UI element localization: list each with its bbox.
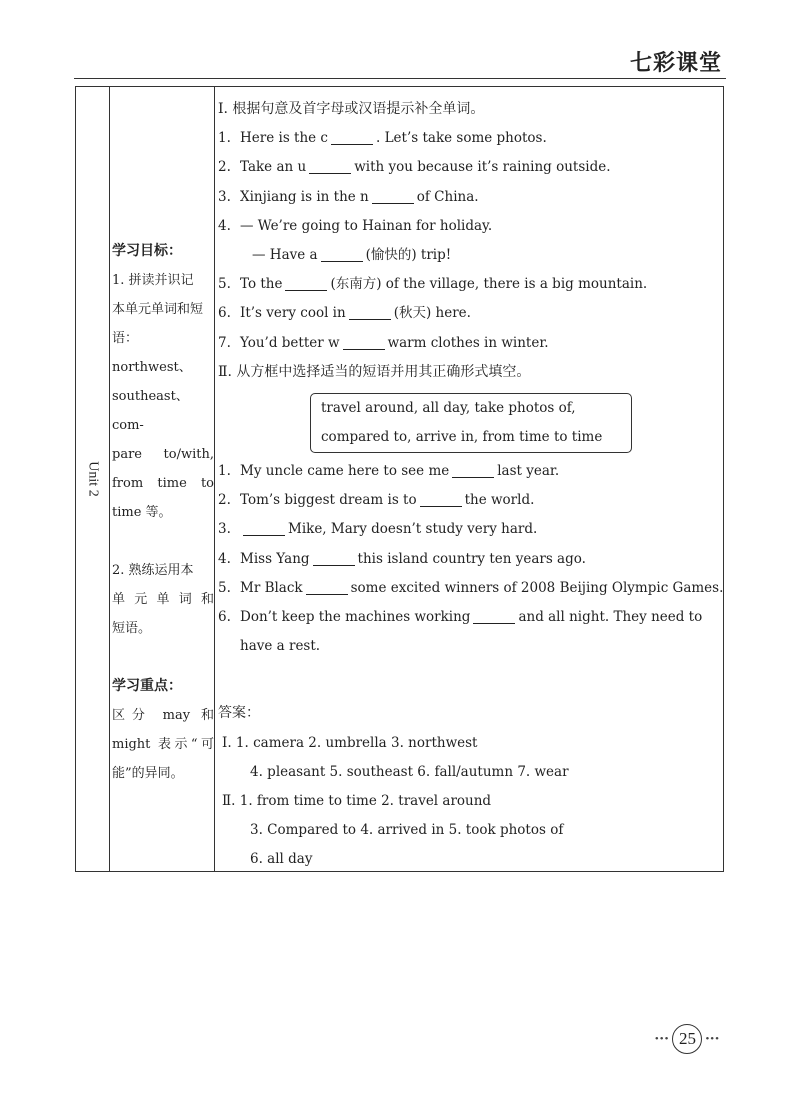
answer-blank[interactable] <box>343 335 385 350</box>
goal-line: southeast、com- <box>112 389 189 433</box>
answer-blank[interactable] <box>473 609 515 624</box>
exercise-item: 4. — We’re going to Hainan for holiday. <box>218 217 493 234</box>
brand-logo: 七彩课堂 <box>629 51 722 76</box>
unit-label: Unit 2 <box>85 461 101 497</box>
exercise-item: 2. Take an u with you because it’s raining outside. <box>218 159 611 176</box>
answer-blank[interactable] <box>321 247 363 262</box>
answer-line: 4. pleasant 5. southeast 6. fall/autumn 7. wear <box>250 763 569 780</box>
answer-blank[interactable] <box>331 130 373 145</box>
word-box <box>310 393 632 453</box>
exercise-item: 5. To the (东南方) of the village, there is a big mountain. <box>218 276 648 293</box>
answer-line: 3. Compared to 4. arrived in 5. took photos of <box>250 822 564 839</box>
goal-line: time 等。 <box>112 505 172 520</box>
answer-blank[interactable] <box>452 463 494 478</box>
goal-line: 本单元单词和短 <box>112 302 204 317</box>
answer-blank[interactable] <box>372 189 414 204</box>
focus-heading: 学习重点： <box>112 678 182 694</box>
answer-blank[interactable] <box>309 159 351 174</box>
page-number: 25 <box>672 1024 702 1054</box>
exercise-area <box>218 95 723 875</box>
exercise-item: 1. My uncle came here to see me last year. <box>218 463 560 480</box>
exercise-item: 6. Don’t keep the machines working and all night. They need to <box>218 609 703 626</box>
section2-title: Ⅱ. 从方框中选择适当的短语并用其正确形式填空。 <box>218 363 531 380</box>
answer-line: 6. all day <box>250 851 313 868</box>
focus-line: might 表示“可 <box>112 737 214 752</box>
answer-blank[interactable] <box>306 580 348 595</box>
goal-line: 2. 熟练运用本 <box>112 563 194 578</box>
exercise-item: — Have a (愉快的) trip! <box>252 247 452 264</box>
answer-blank[interactable] <box>349 305 391 320</box>
answer-key <box>218 729 723 875</box>
answer-blank[interactable] <box>285 276 327 291</box>
header-rule <box>74 78 726 79</box>
answer-blank[interactable] <box>313 551 355 566</box>
goal-line: 1. 拼读并识记 <box>112 273 194 288</box>
answer-blank[interactable] <box>243 521 285 536</box>
answers-heading: 答案： <box>218 705 260 722</box>
column-divider <box>214 87 215 871</box>
answer-line: Ⅱ. 1. from time to time 2. travel around <box>222 793 492 810</box>
exercise-item: have a rest. <box>240 638 321 655</box>
lesson-table <box>75 86 724 872</box>
exercise-item: 7. You’d better w warm clothes in winter. <box>218 334 549 351</box>
focus-line: 区分 may 和 <box>112 708 214 723</box>
goal-line: from time to <box>112 476 214 491</box>
exercise-item: 2. Tom’s biggest dream is to the world. <box>218 492 535 509</box>
goal-line: 单元单词和 <box>112 592 214 607</box>
focus-line: 能”的异同。 <box>112 766 184 781</box>
goal-line: 短语。 <box>112 621 152 636</box>
goal-line: 语：northwest、 <box>112 331 192 375</box>
exercise-item: 4. Miss Yang this island country ten years ago. <box>218 550 586 567</box>
word-box-line: travel around, all day, take photos of, <box>321 400 576 417</box>
section1-title: Ⅰ. 根据句意及首字母或汉语提示补全单词。 <box>218 101 485 117</box>
exercise-item: 1. Here is the c . Let’s take some photos. <box>218 130 547 147</box>
goals-heading: 学习目标： <box>112 243 182 259</box>
exercise-item: 5. Mr Black some excited winners of 2008 Beijing Olympic Games. <box>218 579 724 596</box>
answer-blank[interactable] <box>420 492 462 507</box>
answer-line: Ⅰ. 1. camera 2. umbrella 3. northwest <box>222 734 478 751</box>
learning-goals <box>112 237 214 788</box>
page-footer: ••• 25 ••• <box>655 1024 720 1054</box>
word-box-line: compared to, arrive in, from time to time <box>321 429 603 446</box>
exercise-item: 3. Xinjiang is in the n of China. <box>218 188 479 205</box>
goal-line: pare to/with, <box>112 447 214 462</box>
exercise-item: 6. It’s very cool in (秋天) here. <box>218 305 471 322</box>
column-divider <box>109 87 110 871</box>
exercise-item: 3. Mike, Mary doesn’t study very hard. <box>218 521 538 538</box>
